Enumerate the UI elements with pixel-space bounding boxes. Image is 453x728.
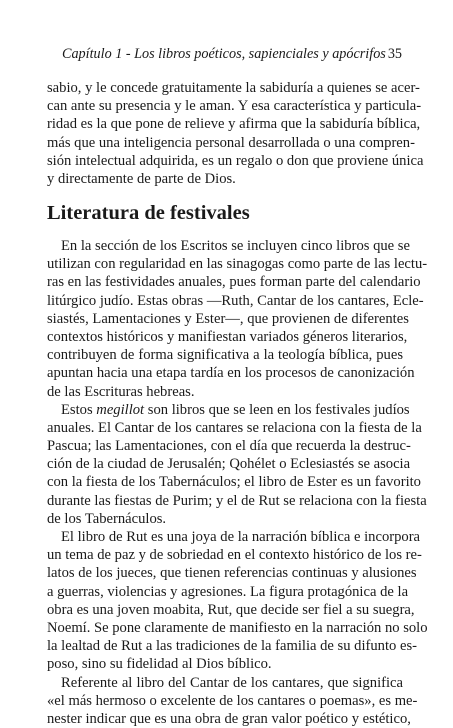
text-line: anuales. El Cantar de los cantares se relaciona con la fiesta de la — [47, 419, 422, 436]
text-line: de los Tabernáculos. — [47, 510, 167, 527]
text-run: Estos — [61, 401, 97, 418]
text-line: El libro de Rut es una joya de la narración bíblica e incorpora — [61, 529, 421, 545]
text-line: «el más hermoso o excelente de los cantares o poemas», es me- — [47, 692, 418, 709]
text-line: utilizan con regularidad en las sinagogas como parte de las lectu- — [47, 256, 428, 273]
text-line: apuntan hacia una etapa tardía en los procesos de canonización — [47, 365, 415, 382]
text-line: más que una inteligencia personal desarrollada o una compren- — [47, 134, 415, 151]
text-line: a guerras, violencias y agresiones. La figura protagónica de la — [47, 583, 409, 600]
text-line: siastés, Lamentaciones y Ester—, que provienen de diferentes — [47, 310, 409, 327]
text-line: con la fiesta de los Tabernáculos; el libro de Ester es un favorito — [47, 474, 421, 491]
italic-term: megillot — [96, 401, 145, 418]
chapter-title: Capítulo 1 - Los libros poéticos, sapienciales y apócrifos — [62, 46, 386, 62]
text-line: la lealtad de Rut a las tradiciones de la familia de su difunto es- — [47, 638, 417, 655]
text-line: poso, sino su fidelidad al Dios bíblico. — [47, 656, 272, 673]
text-line: can ante su presencia y le aman. Y esa característica y particula- — [47, 98, 422, 115]
intro-paragraph — [47, 79, 424, 188]
text-line: ridad es la que pone de relieve y afirma que la sabiduría bíblica, — [47, 116, 421, 133]
text-line: Pascua; las Lamentaciones, con el día que recuerda la destruc- — [47, 438, 411, 455]
paragraph-festivals-intro — [47, 237, 428, 728]
text-line: latos de los jueces, que tienen referencias continuas y alusiones — [47, 565, 417, 582]
text-line: litúrgico judío. Estas obras —Ruth, Cantar de los cantares, Ecle- — [47, 292, 424, 309]
text-line: Referente al libro del Cantar de los cantares, que significa — [61, 674, 403, 691]
text-line: obra es una joven moabita, Rut, que decide ser fiel a su suegra, — [47, 601, 415, 618]
text-line: Noemí. Se pone claramente de manifiesto en la narración no solo — [47, 619, 428, 636]
text-run: son libros que se leen en los festivales judíos — [144, 401, 410, 418]
text-line: contribuyen de forma significativa a la teología bíblica, pues — [47, 347, 403, 364]
running-header — [62, 46, 402, 63]
section-heading: Literatura de festivales — [47, 202, 250, 224]
text-line: de las Escrituras hebreas. — [47, 383, 195, 400]
text-line: sión intelectual adquirida, es un regalo o don que proviene única — [47, 152, 424, 169]
page-number: 35 — [387, 46, 402, 62]
text-line: contextos históricos y manifiestan variados géneros literarios, — [47, 328, 408, 345]
text-line — [47, 401, 410, 419]
text-line: nester indicar que es una obra de gran valor poético y estético, — [47, 710, 411, 727]
text-line: sabio, y le concede gratuitamente la sabiduría a quienes se acer- — [47, 80, 420, 96]
text-line: En la sección de los Escritos se incluyen cinco libros que se — [61, 238, 410, 254]
text-line: durante las fiestas de Purim; y el de Rut se relaciona con la fiesta — [47, 492, 427, 509]
text-line: ras en las festividades anuales, pues forman parte del calendario — [47, 274, 421, 291]
text-line: ción de la ciudad de Jerusalén; Qohélet o Eclesiastés se asocia — [47, 456, 411, 473]
text-line: un tema de paz y de sobriedad en el contexto histórico de los re- — [47, 547, 422, 564]
text-line: y directamente de parte de Dios. — [47, 170, 236, 187]
